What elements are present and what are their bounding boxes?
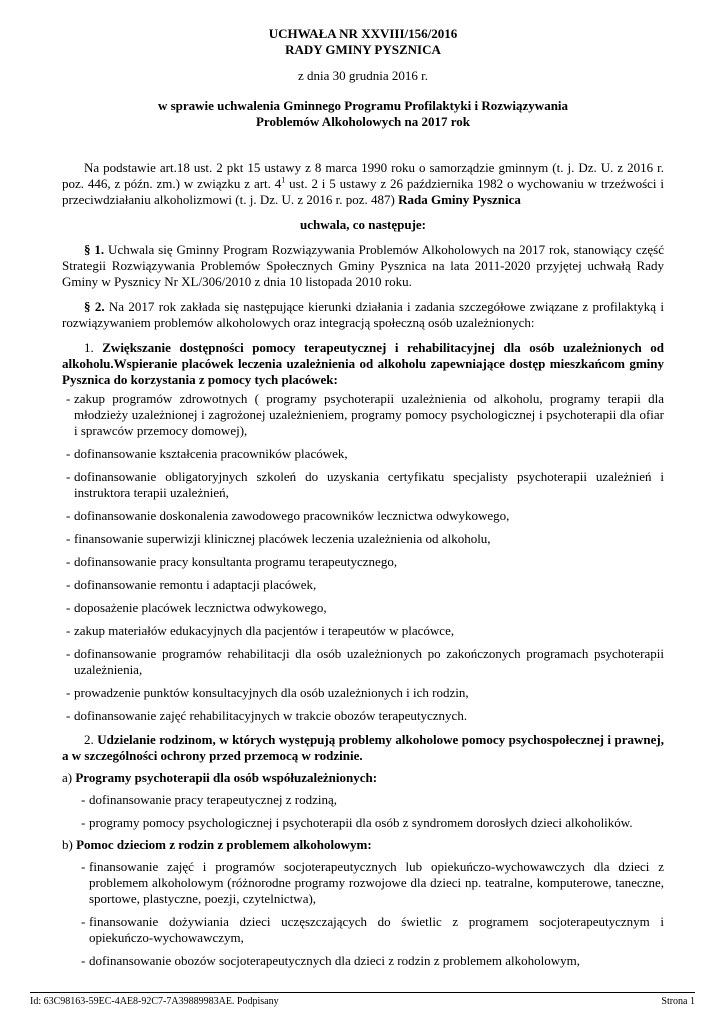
list-item: - dofinansowanie programów rehabilitacji dla osób uzależnionych po zakończonych programach psychoterapii uzależnienia, [62, 646, 664, 678]
list-item: - zakup materiałów edukacyjnych dla pacjentów i terapeutów w placówce, [62, 623, 664, 639]
resolution-date: z dnia 30 grudnia 2016 r. [298, 68, 428, 83]
list-item: - dofinansowanie kształcenia pracowników placówek, [62, 446, 664, 462]
preamble: Na podstawie art.18 ust. 2 pkt 15 ustawy z 8 marca 1990 roku o samorządzie gminnym (t. j. Dz. U. z 2016 r. poz. 446, z późn. zm.) w związku z art. $4^1$ ust. 2 i 5 ustawy z 26 października 1982 o wychowaniu w trzeźwości i przeciwdziałaniu alkoholizmowi (t. j. Dz. U. z 2016 r. poz. 487) Rada Gminy Pysznica [62, 160, 664, 207]
list-item: - doposażenie placówek lecznictwa odwykowego, [62, 600, 664, 616]
subpoint-a-title: a) Programy psychoterapii dla osób współuzależnionych: [62, 770, 378, 785]
subject-line-2: Problemów Alkoholowych na 2017 rok [255, 114, 471, 129]
list-item: - dofinansowanie pracy terapeutycznej z rodziną, [77, 792, 664, 808]
list-item: - programy pomocy psychologicznej i psychoterapii dla osób z syndromem dorosłych dzieci alkoholików. [77, 815, 664, 831]
section-2: § 2. Na 2017 rok zakłada się następujące kierunki działania i zadania szczegółowe związane z profilaktyką i rozwiązywaniem problemów alkoholowych oraz integracją społeczną osób uzależnionych: [62, 299, 664, 330]
section-1: § 1. Uchwala się Gminny Program Rozwiązywania Problemów Alkoholowych na 2017 rok, stanowiący część Strategii Rozwiązywania Problemów Społecznych Gminy Pysznica na lata 2011-2020 przyjętej uchwałą Rady Gminy w Pysznicy Nr XL/306/2010 z dnia 10 listopada 2010 roku. [62, 242, 664, 289]
subpoint-b-list [77, 859, 664, 969]
subject-line-1: w sprawie uchwalenia Gminnego Programu Profilaktyki i Rozwiązywania [157, 98, 569, 113]
list-item: - dofinansowanie remontu i adaptacji placówek, [62, 577, 664, 593]
document-id: Id: 63C98163-59EC-4AE8-92C7-7A39889983AE. Podpisany [30, 996, 279, 1007]
subpoint-b-title: b) Pomoc dzieciom z rodzin z problemem alkoholowym: [62, 837, 372, 852]
resolves-heading: uchwala, co następuje: [299, 217, 427, 232]
list-item: - prowadzenie punktów konsultacyjnych dla osób uzależnionych i ich rodzin, [62, 685, 664, 701]
document-page [62, 26, 664, 969]
page-footer [30, 992, 695, 1008]
list-item: - dofinansowanie obligatoryjnych szkoleń do uzyskania certyfikatu specjalisty psychoterapii uzależnień i instruktora terapii uzależnień, [62, 469, 664, 501]
list-item: - finansowanie zajęć i programów socjoterapeutycznych lub opiekuńczo-wychowawczych dla dzieci z problemem alkoholowym (różnorodne programy rozwojowe dla dzieci np. teatralne, komputerowe, taneczne, sportowe, plastyczne, poezji, czytelnictwa), [77, 859, 664, 907]
list-item: - finansowanie superwizji klinicznej placówek leczenia uzależnienia od alkoholu, [62, 531, 664, 547]
preamble-council: Rada Gminy Pysznica [398, 192, 521, 207]
council-name: RADY GMINY PYSZNICA [285, 42, 441, 57]
resolution-title: UCHWAŁA NR XXVIII/156/2016 [268, 26, 458, 41]
list-item: - dofinansowanie doskonalenia zawodowego pracowników lecznictwa odwykowego, [62, 508, 664, 524]
list-item: - dofinansowanie zajęć rehabilitacyjnych w trakcie obozów terapeutycznych. [62, 708, 664, 724]
list-item: - dofinansowanie obozów socjoterapeutycznych dla dzieci z rodzin z problemem alkoholowym, [77, 953, 664, 969]
page-number: Strona 1 [661, 996, 695, 1007]
list-item: - zakup programów zdrowotnych ( programy psychoterapii uzależnienia od alkoholu, programy terapii dla młodzieży uzależnionej i zagrożonej uzależnieniem, programy pomocy psychologicznej i psychoterapii dla ofiar i sprawców przemocy domowej), [62, 391, 664, 439]
point-2-title: 2. Udzielanie rodzinom, w których występują problemy alkoholowe pomocy psychospołecznej i prawnej, a w szczególności ochrony przed przemocą w rodzinie. [62, 732, 664, 763]
list-item: - dofinansowanie pracy konsultanta programu terapeutycznego, [62, 554, 664, 570]
subpoint-a-list [77, 792, 664, 831]
list-item: - finansowanie dożywiania dzieci uczęszczających do świetlic z programem socjoterapeutycznym i opiekuńczo-wychowawczym, [77, 914, 664, 946]
point-1-list [62, 391, 664, 724]
point-1-title: 1. Zwiększanie dostępności pomocy terapeutycznej i rehabilitacyjnej dla osób uzależnionych od alkoholu.Wspieranie placówek leczenia uzależnienia od alkoholu zapewniające dostęp mieszkańcom gminy Pysznica do korzystania z pomocy tych placówek: [62, 340, 664, 387]
